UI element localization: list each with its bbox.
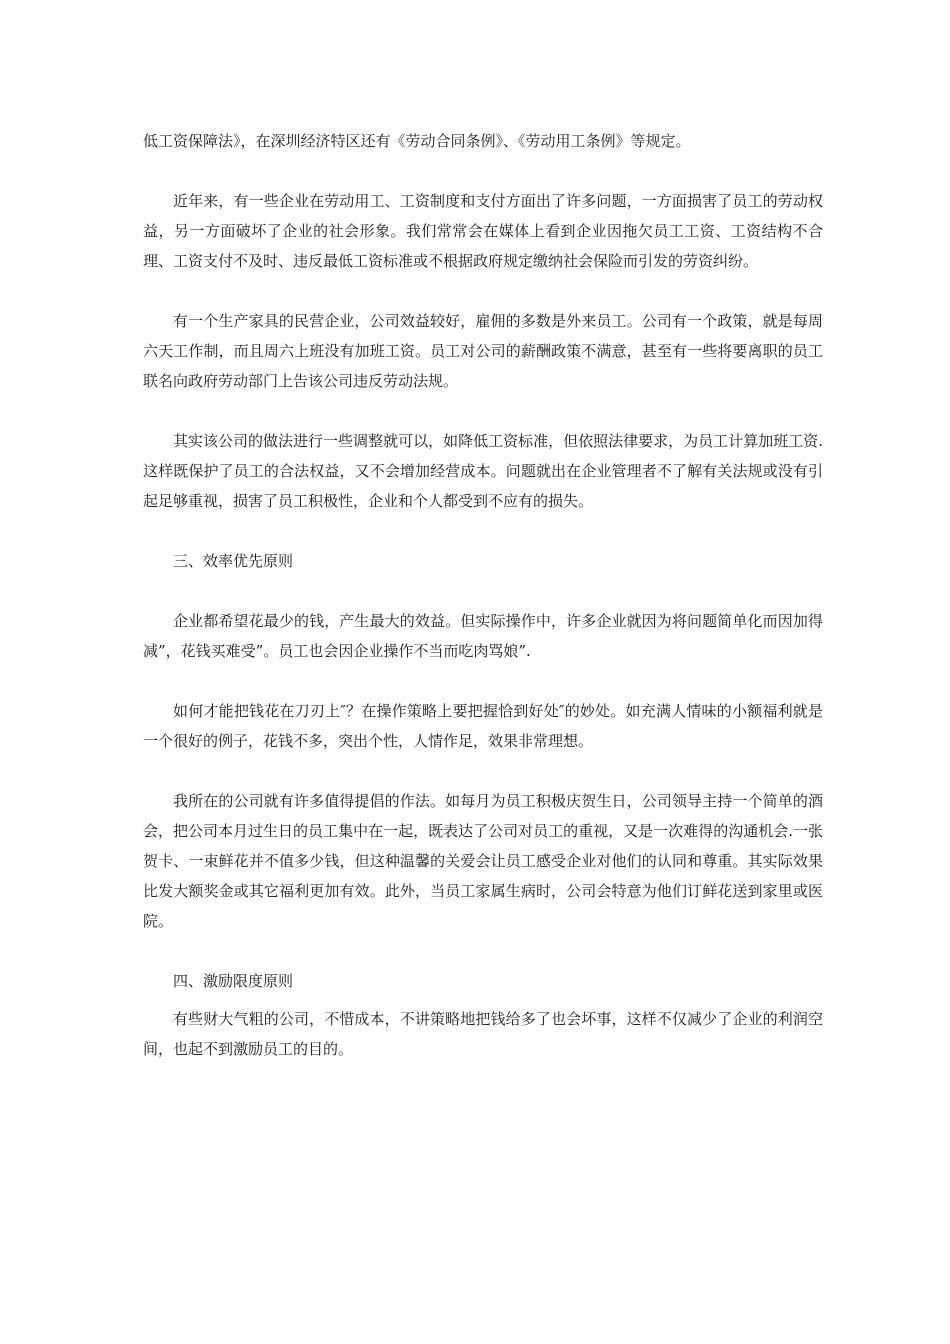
section-heading-efficiency: 三、效率优先原则: [173, 552, 294, 570]
paragraph-birthday-example: 我所在的公司就有许多值得提倡的作法。如每月为员工积极庆贺生日，公司领导主持一个简单的酒会，把公司本月过生日的员工集中在一起，既表达了公司对员工的重视，又是一次难得的沟通机会.一张贺卡、一束鲜花并不值多少钱，但这种温馨的关爱会让员工感受企业对他们的认同和尊重。其实际效果比发大额奖金或其它福利更加有效。此外，当员工家属生病时，公司会特意为他们订鲜花送到家里或医院。: [143, 792, 823, 930]
paragraph-furniture-company: 有一个生产家具的民营企业，公司效益较好，雇佣的多数是外来员工。公司有一个政策，就是每周六天工作制，而且周六上班没有加班工资。员工对公司的薪酬政策不满意，甚至有一些将要离职的员工联名向政府劳动部门上告该公司违反劳动法规。: [143, 312, 823, 390]
document-page: [143, 126, 823, 1064]
section-heading-incentive-limit: 四、激励限度原则: [173, 972, 294, 990]
paragraph-small-benefits: 如何才能把钱花在刀刃上″？在操作策略上要把握恰到好处″的妙处。如充满人情味的小额福利就是一个很好的例子，花钱不多，突出个性，人情作足，效果非常理想。: [143, 702, 823, 750]
paragraph-incentive-limit: 有些财大气粗的公司，不惜成本，不讲策略地把钱给多了也会坏事，这样不仅减少了企业的利润空间，也起不到激励员工的目的。: [143, 1010, 823, 1058]
paragraph-labor-issues: 近年来，有一些企业在劳动用工、工资制度和支付方面出了许多问题，一方面损害了员工的劳动权益，另一方面破坏了企业的社会形象。我们常常会在媒体上看到企业因拖欠员工工资、工资结构不合理、工资支付不及时、违反最低工资标准或不根据政府规定缴纳社会保险而引发的劳资纠纷。: [143, 192, 823, 270]
paragraph-efficiency: 企业都希望花最少的钱，产生最大的效益。但实际操作中，许多企业就因为将问题简单化而因加得减”，花钱买难受”。员工也会因企业操作不当而吃肉骂娘”.: [143, 612, 823, 660]
paragraph-continuation: 低工资保障法》，在深圳经济特区还有《劳动合同条例》、《劳动用工条例》等规定。: [143, 132, 691, 150]
paragraph-adjustment: 其实该公司的做法进行一些调整就可以，如降低工资标准，但依照法律要求，为员工计算加班工资.这样既保护了员工的合法权益，又不会增加经营成本。问题就出在企业管理者不了解有关法规或没有引起足够重视，损害了员工积极性，企业和个人都受到不应有的损失。: [143, 432, 823, 510]
